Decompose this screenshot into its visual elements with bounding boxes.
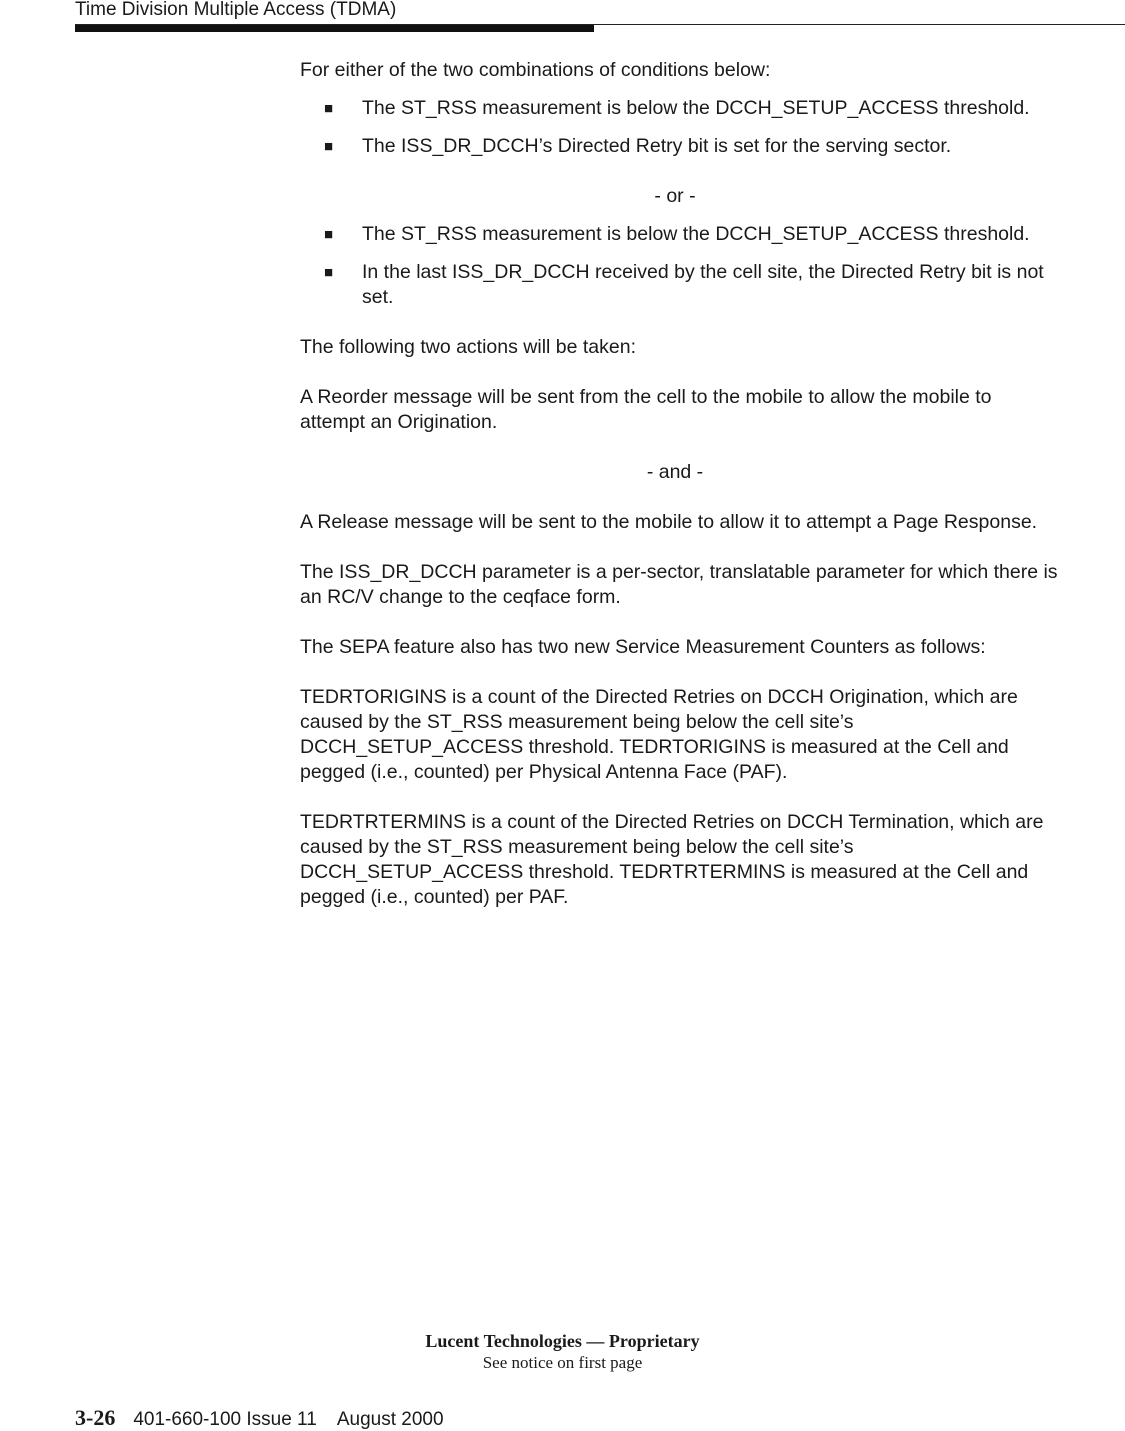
bullet-text: The ST_RSS measurement is below the DCCH_SETUP_ACCESS threshold. xyxy=(362,97,1030,119)
header-rule-thick xyxy=(75,25,594,32)
counter-tedrtorigins: TEDRTORIGINS is a count of the Directed Retries on DCCH Origination, which are caused by the ST_RSS measurement being below the cell site’s DCCH_SETUP_ACCESS threshold. TEDRTORIGINS is measured at the Cell and pegged (i.e., counted) per Physical Antenna Face (PAF). xyxy=(300,686,1018,783)
and-separator: - and - xyxy=(646,461,704,483)
bullet-text: The ISS_DR_DCCH’s Directed Retry bit is set for the serving sector. xyxy=(362,135,952,157)
counters-intro: The SEPA feature also has two new Service Measurement Counters as follows: xyxy=(300,636,986,658)
parameter-note: The ISS_DR_DCCH parameter is a per-sector, translatable parameter for which there is an RC/V change to the ceqface form. xyxy=(300,561,1058,608)
bullet-item xyxy=(300,222,1060,247)
bullet-item xyxy=(300,260,1060,310)
doc-info: 401-660-100 Issue 11 August 2000 xyxy=(133,1409,444,1430)
bullet-square-icon: ■ xyxy=(324,100,334,117)
footer-company: Lucent Technologies — Proprietary xyxy=(425,1331,700,1351)
body-content xyxy=(300,58,1060,910)
bullet-square-icon: ■ xyxy=(324,264,334,281)
page-footer xyxy=(75,1405,444,1431)
bullet-text: In the last ISS_DR_DCCH received by the cell site, the Directed Retry bit is not set. xyxy=(362,261,1044,308)
bullet-item xyxy=(300,134,1060,159)
action-reorder-paragraph: A Reorder message will be sent from the cell to the mobile to allow the mobile to attempt an Origination. xyxy=(300,386,992,433)
bullet-square-icon: ■ xyxy=(324,138,334,155)
bullet-square-icon: ■ xyxy=(324,226,334,243)
footer-notice: See notice on first page xyxy=(482,1353,643,1372)
actions-intro: The following two actions will be taken: xyxy=(300,336,637,358)
or-separator: - or - xyxy=(654,185,696,207)
counter-tedrtrtermins: TEDRTRTERMINS is a count of the Directed Retries on DCCH Termination, which are caused by the ST_RSS measurement being below the cell site’s DCCH_SETUP_ACCESS threshold. TEDRTRTERMINS is measured at the Cell and pegged (i.e., counted) per PAF. xyxy=(300,811,1044,908)
intro-paragraph: For either of the two combinations of conditions below: xyxy=(300,59,771,81)
bullet-item xyxy=(300,96,1060,121)
running-header-title: Time Division Multiple Access (TDMA) xyxy=(75,0,397,20)
page-number: 3-26 xyxy=(75,1405,116,1430)
action-release-paragraph: A Release message will be sent to the mobile to allow it to attempt a Page Response. xyxy=(300,511,1038,533)
bullet-text: The ST_RSS measurement is below the DCCH_SETUP_ACCESS threshold. xyxy=(362,223,1030,245)
